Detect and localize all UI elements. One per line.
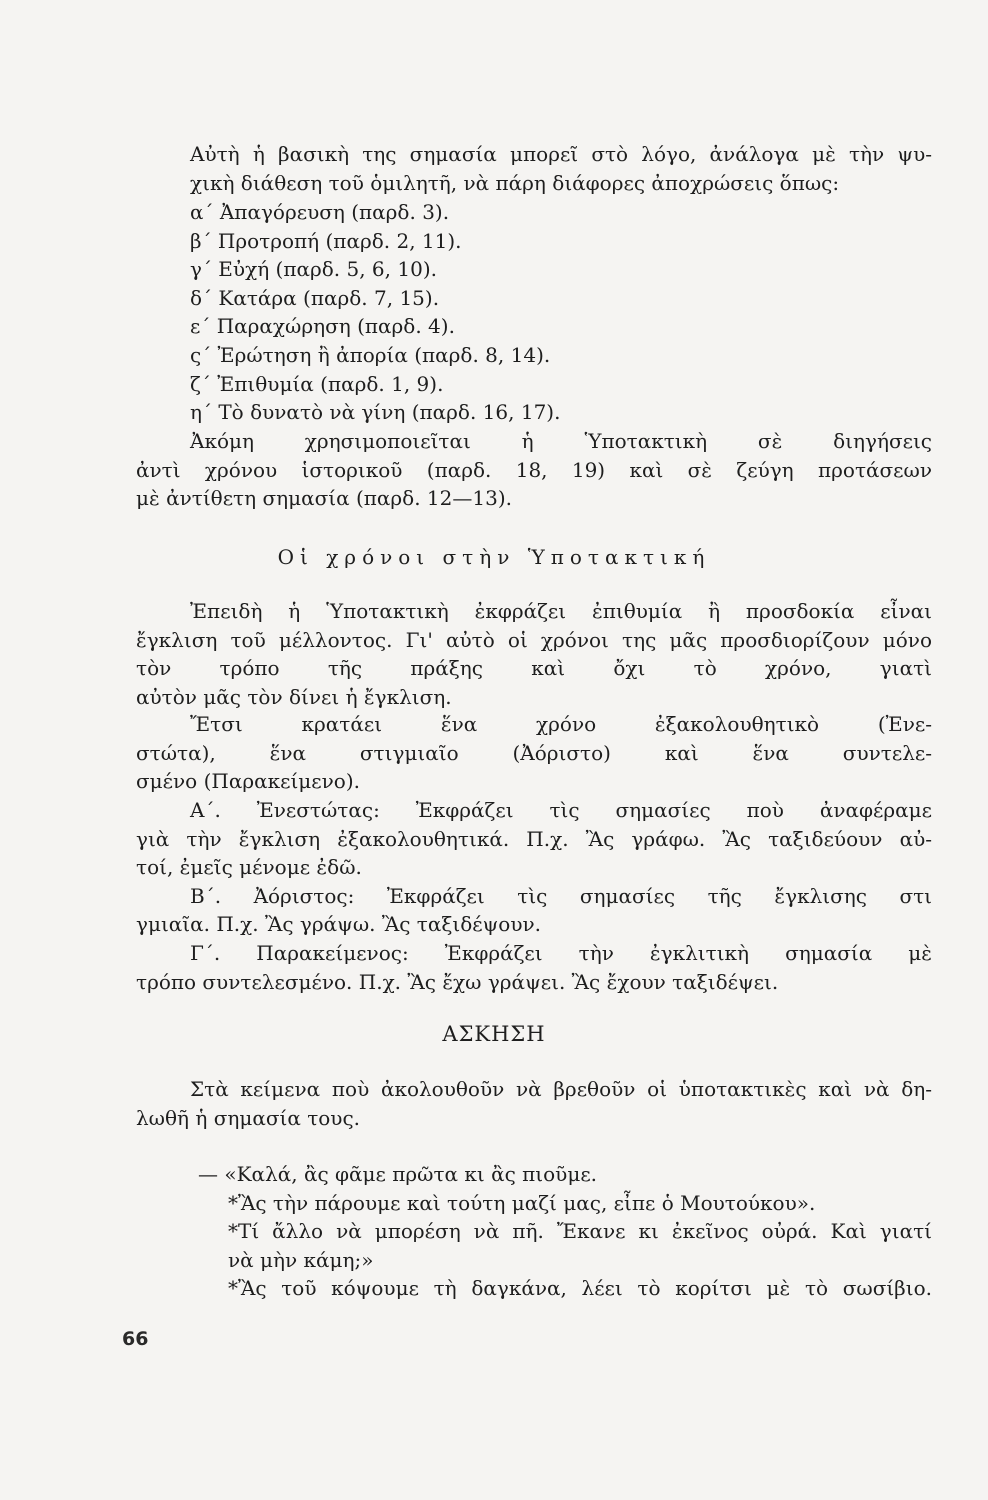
text-line: ἀντὶ χρόνου ἱστορικοῦ (παρδ. 18, 19) καὶ σὲ ζεύγη προτάσεων — [136, 457, 932, 482]
text-line: Στὰ κείμενα ποὺ ἀκολουθοῦν νὰ βρεθοῦν οἱ ὑποτακτικὲς καὶ νὰ δη- — [190, 1077, 932, 1101]
example-line: νὰ μὴν κάμη;» — [228, 1247, 374, 1272]
subjunctive-usage-paragraph — [136, 427, 932, 513]
list-item: ε΄ Παραχώρηση (παρδ. 4). — [190, 314, 455, 339]
text-line: μὲ ἀντίθετη σημασία (παρδ. 12—13). — [136, 486, 512, 511]
text-line: αὐτὸν μᾶς τὸν δίνει ἡ ἔγκλιση. — [136, 684, 452, 709]
tenses-paragraph — [136, 597, 932, 711]
text-line: στώτα), ἕνα στιγμιαῖο (Ἀόριστο) καὶ ἕνα συντελε- — [136, 740, 932, 765]
text-line: χικὴ διάθεση τοῦ ὁμιλητῆ, νὰ πάρη διάφορες ἀποχρώσεις ὅπως: — [190, 170, 840, 195]
text-line: σμένο (Παρακείμενο). — [136, 769, 361, 794]
list-item: η΄ Τὸ δυνατὸ νὰ γίνη (παρδ. 16, 17). — [190, 400, 561, 425]
text-line: Ἀκόμη χρησιμοποιεῖται ἡ Ὑποτακτικὴ σὲ διηγήσεις — [190, 429, 932, 453]
text-line: γιὰ τὴν ἔγκλιση ἐξακολουθητικά. Π.χ. Ἂς γράφω. Ἂς ταξιδεύουν αὐ- — [136, 826, 932, 851]
example-line: *Τί ἄλλο νὰ μπορέση νὰ πῆ. Ἔκανε κι ἐκεῖνος οὐρά. Καὶ γιατί — [228, 1219, 932, 1244]
text-line: γμιαῖα. Π.χ. Ἂς γράψω. Ἂς ταξιδέψουν. — [136, 912, 542, 937]
exercise-instructions — [136, 1075, 932, 1132]
list-item: γ΄ Εὐχή (παρδ. 5, 6, 10). — [190, 257, 437, 282]
list-item: β΄ Προτροπή (παρδ. 2, 11). — [190, 228, 462, 253]
text-line: Α΄. Ἐνεστώτας: Ἐκφράζει τὶς σημασίες ποὺ ἀναφέραμε — [190, 798, 932, 822]
exercise-examples — [190, 1160, 932, 1303]
tense-descriptions — [136, 796, 932, 996]
text-line: τρόπο συντελεσμένο. Π.χ. Ἂς ἔχω γράψει. Ἂς ἔχουν ταξιδέψει. — [136, 969, 779, 994]
list-item: ζ΄ Ἐπιθυμία (παρδ. 1, 9). — [190, 371, 444, 396]
list-item: ς΄ Ἐρώτηση ἢ ἀπορία (παρδ. 8, 14). — [190, 342, 551, 367]
exercise-title: ΑΣΚΗΣΗ — [442, 1022, 546, 1046]
text-line: Ἐπειδὴ ἡ Ὑποτακτικὴ ἐκφράζει ἐπιθυμία ἢ προσδοκία εἶναι — [190, 599, 932, 623]
list-item: α΄ Ἀπαγόρευση (παρδ. 3). — [190, 200, 450, 224]
list-item: δ΄ Κατάρα (παρδ. 7, 15). — [190, 285, 440, 310]
text-line: λωθῆ ἡ σημασία τους. — [136, 1105, 361, 1130]
text-line: Ἔτσι κρατάει ἕνα χρόνο ἐξακολουθητικὸ (Ἐνε- — [190, 712, 932, 736]
example-line: — «Καλά, ἂς φᾶμε πρῶτα κι ἂς πιοῦμε. — [198, 1162, 598, 1186]
example-line: *Ἂς τοῦ κόψουμε τὴ δαγκάνα, λέει τὸ κορίτσι μὲ τὸ σωσίβιο. — [228, 1276, 932, 1301]
tense-types-paragraph — [136, 710, 932, 796]
text-line: Γ΄. Παρακείμενος: Ἐκφράζει τὴν ἐγκλιτικὴ σημασία μὲ — [190, 940, 932, 965]
intro-paragraph — [190, 140, 932, 197]
text-line: τοί, ἐμεῖς μένομε ἐδῶ. — [136, 855, 362, 880]
text-line: ἔγκλιση τοῦ μέλλοντος. Γι' αὐτὸ οἱ χρόνοι της μᾶς προσδιορίζουν μόνο — [136, 627, 932, 652]
meaning-list — [190, 198, 932, 427]
example-line: *Ἂς τὴν πάρουμε καὶ τούτη μαζί μας, εἶπε ὁ Μουτούκου». — [228, 1190, 816, 1215]
section-heading: Οἱ χρόνοι στὴν Ὑποτακτική — [277, 545, 711, 569]
text-line: Β΄. Ἀόριστος: Ἐκφράζει τὶς σημασίες τῆς ἔγκλισης στι — [190, 883, 932, 908]
page-number: 66 — [122, 1328, 149, 1350]
text-line: Αὐτὴ ἡ βασικὴ της σημασία μπορεῖ στὸ λόγο, ἀνάλογα μὲ τὴν ψυ- — [190, 142, 932, 166]
text-line: τὸν τρόπο τῆς πράξης καὶ ὄχι τὸ χρόνο, γιατὶ — [136, 656, 932, 681]
